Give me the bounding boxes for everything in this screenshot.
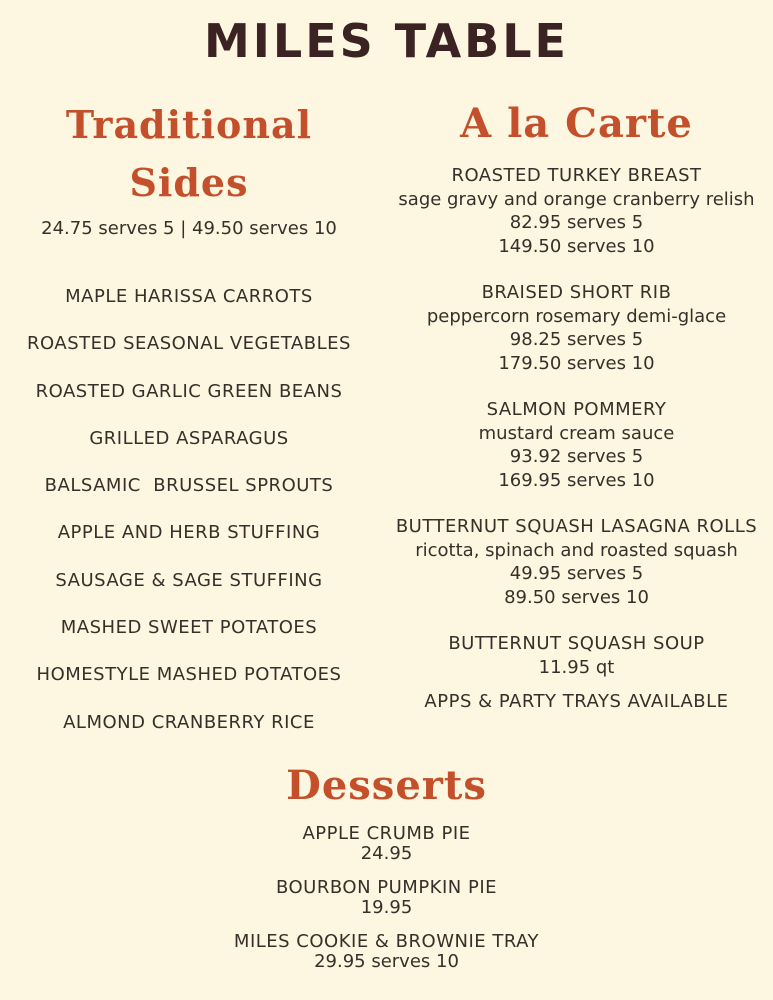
side-item: HOMESTYLE MASHED POTATOES (36, 664, 342, 686)
dessert-name: MILES COOKIE & BROWNIE TRAY (233, 931, 540, 952)
carte-item-price: 169.95 serves 10 (498, 469, 655, 491)
side-item: SAUSAGE & SAGE STUFFING (55, 569, 323, 591)
side-item: MASHED SWEET POTATOES (60, 617, 318, 639)
soup-price: 11.95 qt (538, 656, 615, 678)
dessert-name: APPLE CRUMB PIE (302, 823, 471, 844)
carte-item-price: 98.25 serves 5 (509, 329, 644, 350)
side-item: BALSAMIC BRUSSEL SPROUTS (44, 475, 334, 497)
carte-item-description: sage gravy and orange cranberry relish (398, 188, 755, 210)
menu-title: MILES TABLE (204, 14, 569, 68)
carte-item-price: 93.92 serves 5 (509, 446, 644, 467)
carte-item-name: BUTTERNUT SQUASH LASAGNA ROLLS (395, 516, 758, 537)
carte-item-price: 49.95 serves 5 (509, 563, 644, 584)
carte-item (380, 281, 773, 375)
side-item: MAPLE HARISSA CARROTS (65, 286, 313, 307)
carte-item-description: ricotta, spinach and roasted squash (415, 539, 738, 561)
side-item: GRILLED ASPARAGUS (89, 427, 289, 449)
soup-name: BUTTERNUT SQUASH SOUP (448, 633, 705, 654)
carte-item-price: 82.95 serves 5 (509, 212, 644, 233)
carte-item (380, 515, 773, 609)
carte-item-price: 149.50 serves 10 (498, 235, 655, 257)
dessert-name: BOURBON PUMPKIN PIE (275, 877, 498, 898)
carte-item-name: ROASTED TURKEY BREAST (451, 165, 702, 186)
carte-item-price: 179.50 serves 10 (498, 352, 655, 374)
traditional-sides-heading-line2: Sides (129, 160, 249, 205)
party-trays-note: APPS & PARTY TRAYS AVAILABLE (424, 691, 729, 712)
dessert-item (0, 932, 773, 972)
sides-list (0, 273, 378, 746)
carte-item-description: peppercorn rosemary demi-glace (426, 305, 727, 327)
carte-item (380, 398, 773, 492)
dessert-price: 19.95 (360, 897, 413, 918)
side-item: ALMOND CRANBERRY RICE (63, 711, 315, 733)
side-item: ROASTED GARLIC GREEN BEANS (35, 380, 343, 402)
a-la-carte-section (380, 96, 773, 712)
carte-item-price: 89.50 serves 10 (504, 586, 649, 608)
carte-item-name: BRAISED SHORT RIB (481, 282, 672, 303)
traditional-sides-heading (0, 96, 378, 212)
carte-item-description: mustard cream sauce (478, 422, 675, 444)
soup-item (380, 632, 773, 679)
sides-price-note: 24.75 serves 5 | 49.50 serves 10 (41, 218, 337, 239)
side-item: APPLE AND HERB STUFFING (57, 522, 321, 544)
desserts-section (0, 758, 773, 986)
dessert-item (0, 878, 773, 918)
dessert-item (0, 824, 773, 864)
a-la-carte-heading: A la Carte (460, 100, 693, 147)
carte-item-name: SALMON POMMERY (486, 399, 667, 420)
dessert-price: 24.95 (360, 843, 413, 864)
traditional-sides-section (0, 96, 378, 746)
dessert-price: 29.95 serves 10 (314, 951, 459, 972)
traditional-sides-heading-line1: Traditional (65, 102, 313, 147)
desserts-heading: Desserts (286, 762, 487, 809)
side-item: ROASTED SEASONAL VEGETABLES (27, 333, 351, 355)
carte-item (380, 164, 773, 258)
